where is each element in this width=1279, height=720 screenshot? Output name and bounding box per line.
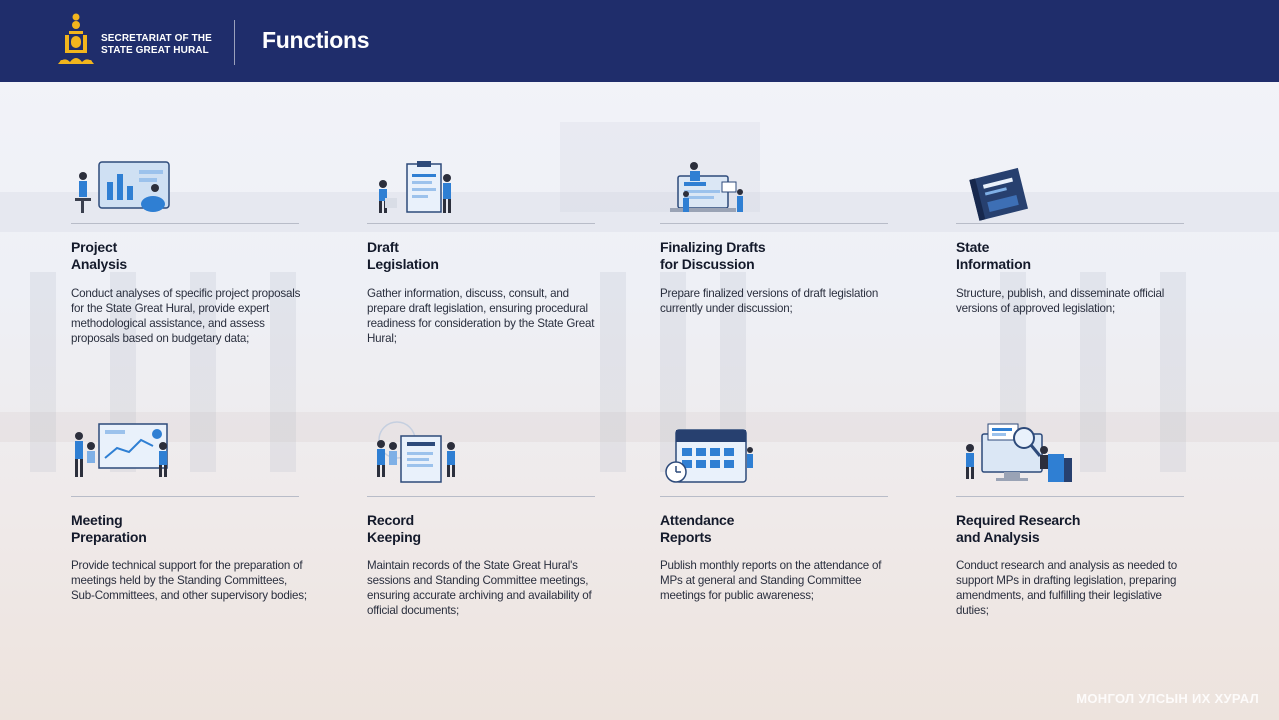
page-title: Functions (262, 27, 370, 53)
function-title (660, 239, 766, 273)
function-title-line2: Information (956, 256, 1031, 272)
function-title-line2: Preparation (71, 529, 147, 545)
header-bar (0, 0, 1279, 82)
function-title-line1: Project (71, 239, 118, 255)
function-description: Publish monthly reports on the attendance of MPs at general and Standing Committee meetings for public awareness; (660, 559, 882, 602)
function-title (71, 512, 147, 546)
function-title-line2: Reports (660, 529, 712, 545)
function-title (71, 239, 127, 273)
soyombo-emblem-icon (56, 12, 96, 68)
function-title-line1: Meeting (71, 512, 123, 528)
function-title (956, 239, 1031, 273)
function-title (367, 512, 421, 546)
presentation-board-illustration (71, 420, 201, 490)
function-title (956, 512, 1080, 546)
function-title-line2: Analysis (71, 256, 127, 272)
function-description: Conduct research and analysis as needed to support MPs in drafting legislation, preparing amendments, and fulfilling their legislative duties; (956, 559, 1178, 617)
magnifier-research-illustration (956, 420, 1086, 490)
contract-document-illustration (367, 420, 497, 490)
analytics-dashboard-illustration (71, 156, 201, 226)
footer-watermark: МОНГОЛ УЛСЫН ИХ ХУРАЛ (1076, 691, 1259, 706)
function-description: Gather information, discuss, consult, and prepare draft legislation, ensuring procedural readiness for consideration by the State Great Hural; (367, 287, 595, 345)
org-name-line2: STATE GREAT HURAL (101, 45, 209, 56)
function-title-line2: for Discussion (660, 256, 755, 272)
organization-name (101, 33, 212, 57)
function-title-line2: and Analysis (956, 529, 1040, 545)
official-book-illustration (956, 156, 1086, 226)
function-title-line2: Keeping (367, 529, 421, 545)
function-description: Maintain records of the State Great Hural's sessions and Standing Committee meetings, ensuring accurate archiving and availability of official documents; (367, 559, 592, 617)
function-title-line1: Attendance (660, 512, 735, 528)
function-title (367, 239, 439, 273)
function-title-line2: Legislation (367, 256, 439, 272)
function-title-line1: Finalizing Drafts (660, 239, 766, 255)
clipboard-document-illustration (367, 156, 497, 226)
function-description: Structure, publish, and disseminate official versions of approved legislation; (956, 287, 1165, 315)
function-title-line1: Record (367, 512, 415, 528)
function-description: Prepare finalized versions of draft legislation currently under discussion; (660, 287, 879, 315)
function-title-line1: State (956, 239, 990, 255)
calendar-clock-illustration (660, 420, 790, 490)
header-divider (234, 20, 235, 65)
function-description: Provide technical support for the preparation of meetings held by the Standing Committees, Sub-Committees, and other supervisory bodies; (71, 559, 307, 602)
function-title (660, 512, 734, 546)
function-title-line1: Draft (367, 239, 399, 255)
function-title-line1: Required Research (956, 512, 1081, 528)
laptop-review-illustration (660, 156, 790, 226)
function-description: Conduct analyses of specific project proposals for the State Great Hural, provide expert methodological assistance, and assess proposals based on budgetary data; (71, 287, 301, 345)
org-name-line1: SECRETARIAT OF THE (101, 33, 212, 44)
